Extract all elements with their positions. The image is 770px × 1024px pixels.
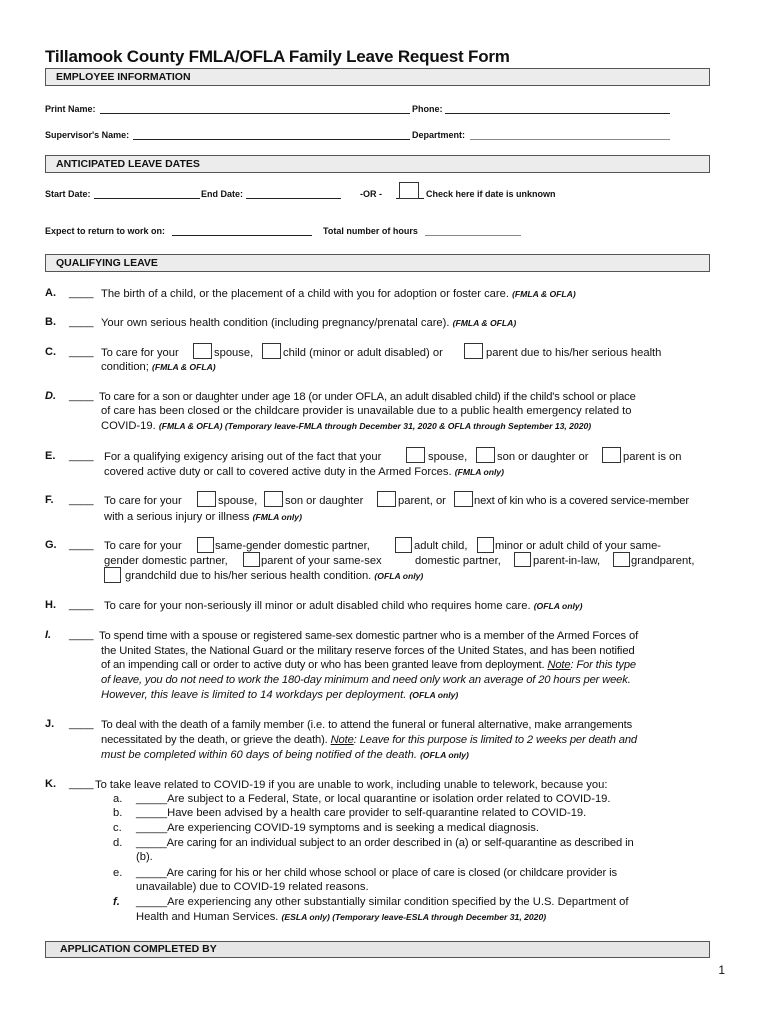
item-j-line-3: must be completed within 60 days of being notified of the death. (OFLA only) bbox=[101, 749, 469, 761]
item-g-grandchild-checkbox[interactable] bbox=[104, 567, 121, 583]
item-g-parent-in-law-checkbox[interactable] bbox=[514, 552, 531, 567]
item-c-blank[interactable]: ____ bbox=[69, 346, 94, 358]
item-g-grandparent-checkbox[interactable] bbox=[613, 552, 630, 567]
leave-dates-header: ANTICIPATED LEAVE DATES bbox=[45, 155, 710, 173]
supervisor-label: Supervisor's Name: bbox=[45, 130, 130, 140]
item-i-line-5: However, this leave is limited to 14 workdays per deployment. (OFLA only) bbox=[101, 689, 459, 701]
item-g-partner-child-checkbox[interactable] bbox=[477, 537, 494, 553]
item-f-text-3: son or daughter bbox=[285, 495, 364, 507]
item-h-text: To care for your non-seriously ill minor or adult disabled child who requires home care. (OFLA only) bbox=[104, 600, 583, 612]
department-field[interactable] bbox=[470, 139, 670, 140]
item-g-text-2: same-gender domestic partner, bbox=[215, 540, 370, 552]
item-g-text-3: adult child, bbox=[414, 540, 468, 552]
item-c-spouse-checkbox[interactable] bbox=[193, 343, 212, 359]
item-a-text: The birth of a child, or the placement of a child with you for adoption or foster care. (FMLA & OFLA) bbox=[101, 288, 576, 300]
end-date-field[interactable] bbox=[246, 198, 341, 199]
item-g-blank[interactable]: ____ bbox=[69, 539, 94, 551]
item-k-e-letter: e. bbox=[113, 867, 123, 879]
item-j-letter: J. bbox=[45, 718, 55, 730]
item-g-partner-parent-checkbox[interactable] bbox=[243, 552, 260, 567]
phone-field[interactable] bbox=[445, 113, 670, 114]
item-k-a-text[interactable]: _____Are subject to a Federal, State, or local quarantine or isolation order related to COVID-19. bbox=[136, 793, 611, 805]
item-b-letter: B. bbox=[45, 316, 56, 328]
item-d-letter: D. bbox=[45, 390, 56, 402]
item-k-text: To take leave related to COVID-19 if you are unable to work, including unable to telework, because you: bbox=[95, 779, 608, 791]
item-i-line-4: of leave, you do not need to work the 180-day minimum and need only work an average of 20 hours per week. bbox=[101, 674, 631, 686]
item-g-letter: G. bbox=[45, 539, 57, 551]
item-e-text-2: spouse, bbox=[428, 451, 468, 463]
item-c-parent-checkbox[interactable] bbox=[464, 343, 483, 359]
print-name-field[interactable] bbox=[100, 113, 410, 114]
item-c-text-3: child (minor or adult disabled) or bbox=[283, 347, 443, 359]
item-f-spouse-checkbox[interactable] bbox=[197, 491, 216, 507]
item-f-text-5: next of kin who is a covered service-member bbox=[474, 495, 689, 507]
item-b-blank[interactable]: ____ bbox=[69, 316, 94, 328]
page-number: 1 bbox=[718, 963, 725, 977]
item-f-letter: F. bbox=[45, 494, 54, 506]
item-f-kin-checkbox[interactable] bbox=[454, 491, 473, 507]
item-j-blank[interactable]: ____ bbox=[69, 718, 94, 730]
item-g-text-10: grandchild due to his/her serious health condition. (OFLA only) bbox=[125, 570, 424, 582]
item-d-blank[interactable]: ____ bbox=[69, 390, 94, 402]
item-i-line-2: the United States, the National Guard or the military reserve forces of the United States, and has been notified bbox=[101, 645, 635, 657]
item-g-text-9: grandparent, bbox=[631, 555, 695, 567]
item-k-letter: K. bbox=[45, 778, 56, 790]
item-f-line-2: with a serious injury or illness (FMLA only) bbox=[104, 511, 302, 523]
item-g-text-7: domestic partner, bbox=[415, 555, 501, 567]
item-k-d-text[interactable]: _____Are caring for an individual subject to an order described in (a) or self-quarantine as described in bbox=[136, 837, 634, 849]
item-c-child-checkbox[interactable] bbox=[262, 343, 281, 359]
item-c-text-1: To care for your bbox=[101, 347, 179, 359]
item-k-b-text[interactable]: _____Have been advised by a health care provider to self-quarantine related to COVID-19. bbox=[136, 807, 587, 819]
item-h-blank[interactable]: ____ bbox=[69, 599, 94, 611]
item-k-a-letter: a. bbox=[113, 793, 123, 805]
item-a-blank[interactable]: ____ bbox=[69, 287, 94, 299]
item-j-line-2: necessitated by the death, or grieve the death). Note: Leave for this purpose is limited to 2 weeks per death and bbox=[101, 734, 637, 746]
item-k-f-letter: f. bbox=[113, 896, 120, 908]
item-d-line-2: of care has been closed or the childcare provider is unavailable due to a public health emergency related to bbox=[101, 405, 632, 417]
item-h-letter: H. bbox=[45, 599, 56, 611]
item-e-text-4: parent is on bbox=[623, 451, 682, 463]
item-e-text-3: son or daughter or bbox=[497, 451, 589, 463]
item-i-line-1: To spend time with a spouse or registered same-sex domestic partner who is a member of the Armed Forces of bbox=[99, 630, 639, 642]
item-b-text: Your own serious health condition (including pregnancy/prenatal care). (FMLA & OFLA) bbox=[101, 317, 517, 329]
phone-label: Phone: bbox=[412, 104, 443, 114]
item-f-blank[interactable]: ____ bbox=[69, 494, 94, 506]
or-label: -OR - bbox=[360, 189, 382, 199]
return-date-field[interactable] bbox=[172, 235, 312, 236]
item-g-text-1: To care for your bbox=[104, 540, 182, 552]
item-k-e-text-2: unavailable) due to COVID-19 related reasons. bbox=[136, 881, 369, 893]
item-f-parent-checkbox[interactable] bbox=[377, 491, 396, 507]
item-e-child-checkbox[interactable] bbox=[476, 447, 495, 463]
print-name-label: Print Name: bbox=[45, 104, 96, 114]
application-completed-header: APPLICATION COMPLETED BY bbox=[45, 941, 710, 958]
item-k-c-letter: c. bbox=[113, 822, 122, 834]
end-date-label: End Date: bbox=[201, 189, 244, 199]
item-g-partner-checkbox[interactable] bbox=[197, 537, 214, 553]
item-g-text-5: gender domestic partner, bbox=[104, 555, 228, 567]
item-g-text-8: parent-in-law, bbox=[533, 555, 601, 567]
item-i-blank[interactable]: ____ bbox=[69, 629, 94, 641]
start-date-label: Start Date: bbox=[45, 189, 91, 199]
page-title: Tillamook County FMLA/OFLA Family Leave Request Form bbox=[45, 47, 510, 66]
return-date-label: Expect to return to work on: bbox=[45, 226, 166, 236]
total-hours-label: Total number of hours bbox=[323, 226, 418, 236]
item-e-line-2: covered active duty or call to covered active duty in the Armed Forces. (FMLA only) bbox=[104, 466, 505, 478]
item-k-f-text-2: Health and Human Services. (ESLA only) (Temporary leave-ESLA through December 31, 2020) bbox=[136, 911, 547, 923]
supervisor-field[interactable] bbox=[133, 139, 410, 140]
employee-info-header: EMPLOYEE INFORMATION bbox=[45, 68, 710, 86]
item-c-letter: C. bbox=[45, 346, 56, 358]
item-k-f-text[interactable]: _____Are experiencing any other substantially similar condition specified by the U.S. Department of bbox=[136, 896, 629, 908]
item-e-text-1: For a qualifying exigency arising out of the fact that your bbox=[104, 451, 382, 463]
item-e-parent-checkbox[interactable] bbox=[602, 447, 621, 463]
item-a-letter: A. bbox=[45, 287, 56, 299]
start-date-field[interactable] bbox=[94, 198, 200, 199]
item-f-text-2: spouse, bbox=[218, 495, 258, 507]
item-e-letter: E. bbox=[45, 450, 56, 462]
item-c-text-4: parent due to his/her serious health bbox=[486, 347, 662, 359]
item-k-b-letter: b. bbox=[113, 807, 123, 819]
item-c-text-5: condition; (FMLA & OFLA) bbox=[101, 361, 216, 373]
item-g-adult-child-checkbox[interactable] bbox=[395, 537, 412, 553]
department-label: Department: bbox=[412, 130, 466, 140]
item-f-text-1: To care for your bbox=[104, 495, 182, 507]
date-unknown-checkbox[interactable] bbox=[399, 182, 419, 199]
item-k-blank[interactable]: ____ bbox=[69, 778, 94, 790]
item-k-e-text[interactable]: _____Are caring for his or her child whose school or place of care is closed (or childcare provider is bbox=[136, 867, 618, 879]
item-g-text-6: parent of your same-sex bbox=[261, 555, 382, 567]
total-hours-field[interactable] bbox=[425, 235, 521, 236]
item-k-d-letter: d. bbox=[113, 837, 123, 849]
item-e-blank[interactable]: ____ bbox=[69, 450, 94, 462]
item-k-d-text-2: (b). bbox=[136, 851, 153, 863]
item-d-line-3: COVID-19. (FMLA & OFLA) (Temporary leave-FMLA through December 31, 2020 & OFLA through September 13, 2020) bbox=[101, 420, 592, 432]
item-g-text-4: minor or adult child of your same- bbox=[495, 540, 662, 552]
item-d-line-1: To care for a son or daughter under age 18 (or under OFLA, an adult disabled child) if the child's school or place bbox=[99, 391, 636, 403]
item-k-c-text[interactable]: _____Are experiencing COVID-19 symptoms and is seeking a medical diagnosis. bbox=[136, 822, 539, 834]
date-unknown-label: Check here if date is unknown bbox=[426, 189, 556, 199]
item-i-line-3: of an impending call or order to active duty or who has been granted leave from deployment. Note: For this type bbox=[101, 659, 636, 671]
item-i-letter: I. bbox=[45, 629, 52, 641]
item-f-text-4: parent, or bbox=[398, 495, 446, 507]
qualifying-leave-header: QUALIFYING LEAVE bbox=[45, 254, 710, 272]
item-c-text-2: spouse, bbox=[214, 347, 254, 359]
item-e-spouse-checkbox[interactable] bbox=[406, 447, 425, 463]
item-f-child-checkbox[interactable] bbox=[264, 491, 283, 507]
item-j-line-1: To deal with the death of a family member (i.e. to attend the funeral or funeral alternative, make arrangements bbox=[101, 719, 633, 731]
